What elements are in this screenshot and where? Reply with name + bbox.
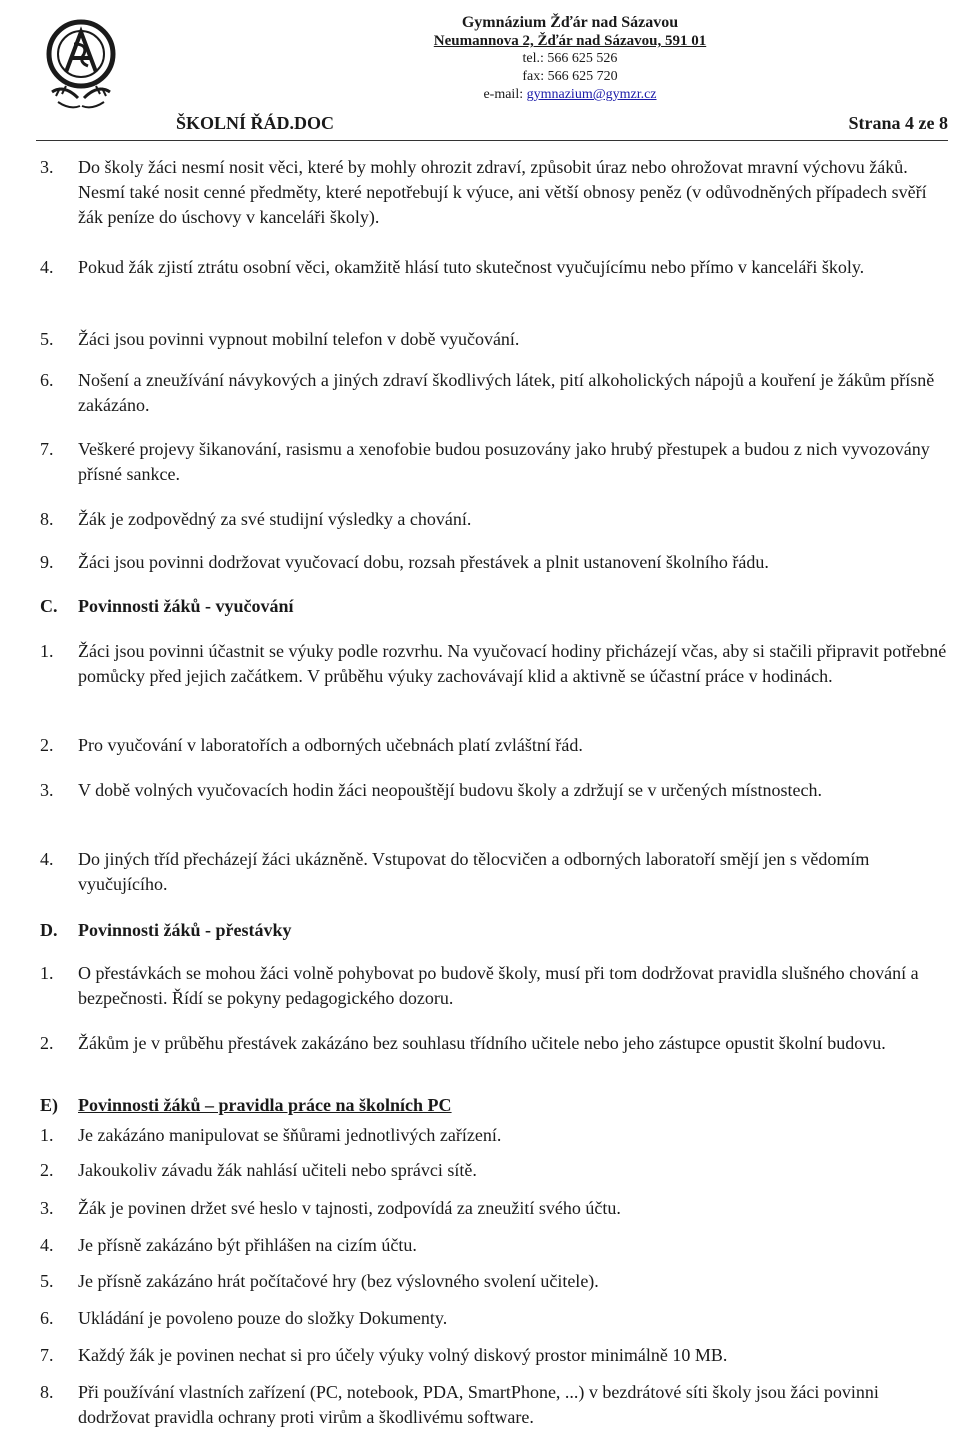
section-heading-c: C. Povinnosti žáků - vyučování	[40, 596, 294, 616]
list-item: 6. Nošení a zneužívání návykových a jiných zdraví škodlivých látek, pití alkoholických nápojů a kouření je žákům přísně zakázáno.	[40, 370, 935, 415]
list-item: 4. Pokud žák zjistí ztrátu osobní věci, okamžitě hlásí tuto skutečnost vyučujícímu nebo přímo v kanceláři školy.	[40, 257, 865, 277]
list-item: 9. Žáci jsou povinni dodržovat vyučovací dobu, rozsah přestávek a plnit ustanovení školního řádu.	[40, 552, 769, 572]
school-logo	[44, 14, 118, 124]
list-item: 1. O přestávkách se mohou žáci volně pohybovat po budově školy, musí při tom dodržovat pravidla slušného chování a bezpečnosti. Řídí se pokyny pedagogického dozoru.	[40, 963, 919, 1008]
school-fax: fax: 566 625 720	[522, 69, 618, 84]
list-item: 8. Žák je zodpovědný za své studijní výsledky a chování.	[40, 509, 472, 529]
list-item: 3. Do školy žáci nesmí nosit věci, které by mohly ohrozit zdraví, způsobit úraz nebo ohrožovat mravní výchovu žáků. Nesmí také nosit cenné předměty, které nepotřebují k výuce, ani větší obnosy peněz (v odůvodněných případech svěří žák peníze do úschovy v kanceláři školy).	[40, 157, 927, 227]
list-item: 8. Při používání vlastních zařízení (PC, notebook, PDA, SmartPhone, ...) v bezdrátové síti školy jsou žáci povinni dodržovat pravidla ochrany proti virům a škodlivému software.	[40, 1382, 879, 1427]
list-item: 7. Každý žák je povinen nechat si pro účely výuky volný diskový prostor minimálně 10 MB.	[40, 1345, 728, 1365]
school-tel: tel.: 566 625 526	[522, 51, 618, 66]
list-item: 5. Žáci jsou povinni vypnout mobilní telefon v době vyučování.	[40, 329, 520, 349]
school-name: Gymnázium Žďár nad Sázavou	[461, 14, 679, 31]
section-heading-d: D. Povinnosti žáků - přestávky	[40, 920, 292, 940]
list-item: 2. Jakoukoliv závadu žák nahlásí učiteli nebo správci sítě.	[40, 1160, 477, 1180]
header-divider	[36, 140, 948, 141]
list-item: 3. Žák je povinen držet své heslo v tajnosti, zodpovídá za zneužití svého účtu.	[40, 1198, 621, 1218]
school-header	[380, 14, 760, 104]
list-item: 5. Je přísně zakázáno hrát počítačové hry (bez výslovného svolení učitele).	[40, 1271, 599, 1291]
section-heading-e: E) Povinnosti žáků – pravidla práce na školních PC	[40, 1095, 452, 1115]
list-item: 6. Ukládání je povoleno pouze do složky Dokumenty.	[40, 1308, 448, 1328]
school-address: Neumannova 2, Žďár nad Sázavou, 591 01	[433, 33, 707, 49]
list-item: 2. Pro vyučování v laboratořích a odborných učebnách platí zvláštní řád.	[40, 735, 583, 755]
list-item: 3. V době volných vyučovacích hodin žáci neopouštějí budovu školy a zdržují se v určených místnostech.	[40, 780, 822, 800]
list-item: 4. Je přísně zakázáno být přihlášen na cizím účtu.	[40, 1235, 417, 1255]
list-item: 2. Žákům je v průběhu přestávek zakázáno bez souhlasu třídního učitele nebo jeho zástupce opustit školní budovu.	[40, 1033, 886, 1053]
list-item: 7. Veškeré projevy šikanování, rasismu a xenofobie budou posuzovány jako hrubý přestupek a budou z nich vyvozovány přísné sankce.	[40, 439, 930, 484]
list-item: 1. Je zakázáno manipulovat se šňůrami jednotlivých zařízení.	[40, 1125, 502, 1145]
page-number: Strana 4 ze 8	[848, 113, 948, 133]
list-item: 4. Do jiných tříd přecházejí žáci ukázněně. Vstupovat do tělocvičen a odborných laboratoří smějí jen s vědomím vyučujícího.	[40, 849, 870, 894]
email-link[interactable]: gymnazium@gymzr.cz	[526, 87, 657, 102]
school-email: e-mail: gymnazium@gymzr.cz	[483, 87, 657, 102]
document-title: ŠKOLNÍ ŘÁD.DOC	[176, 113, 335, 133]
list-item: 1. Žáci jsou povinni účastnit se výuky podle rozvrhu. Na vyučovací hodiny přicházejí včas, aby si stačili připravit potřebné pomůcky před jejich začátkem. V průběhu výuky zachovávají klid a aktivně se účastní práce v hodinách.	[40, 641, 947, 686]
